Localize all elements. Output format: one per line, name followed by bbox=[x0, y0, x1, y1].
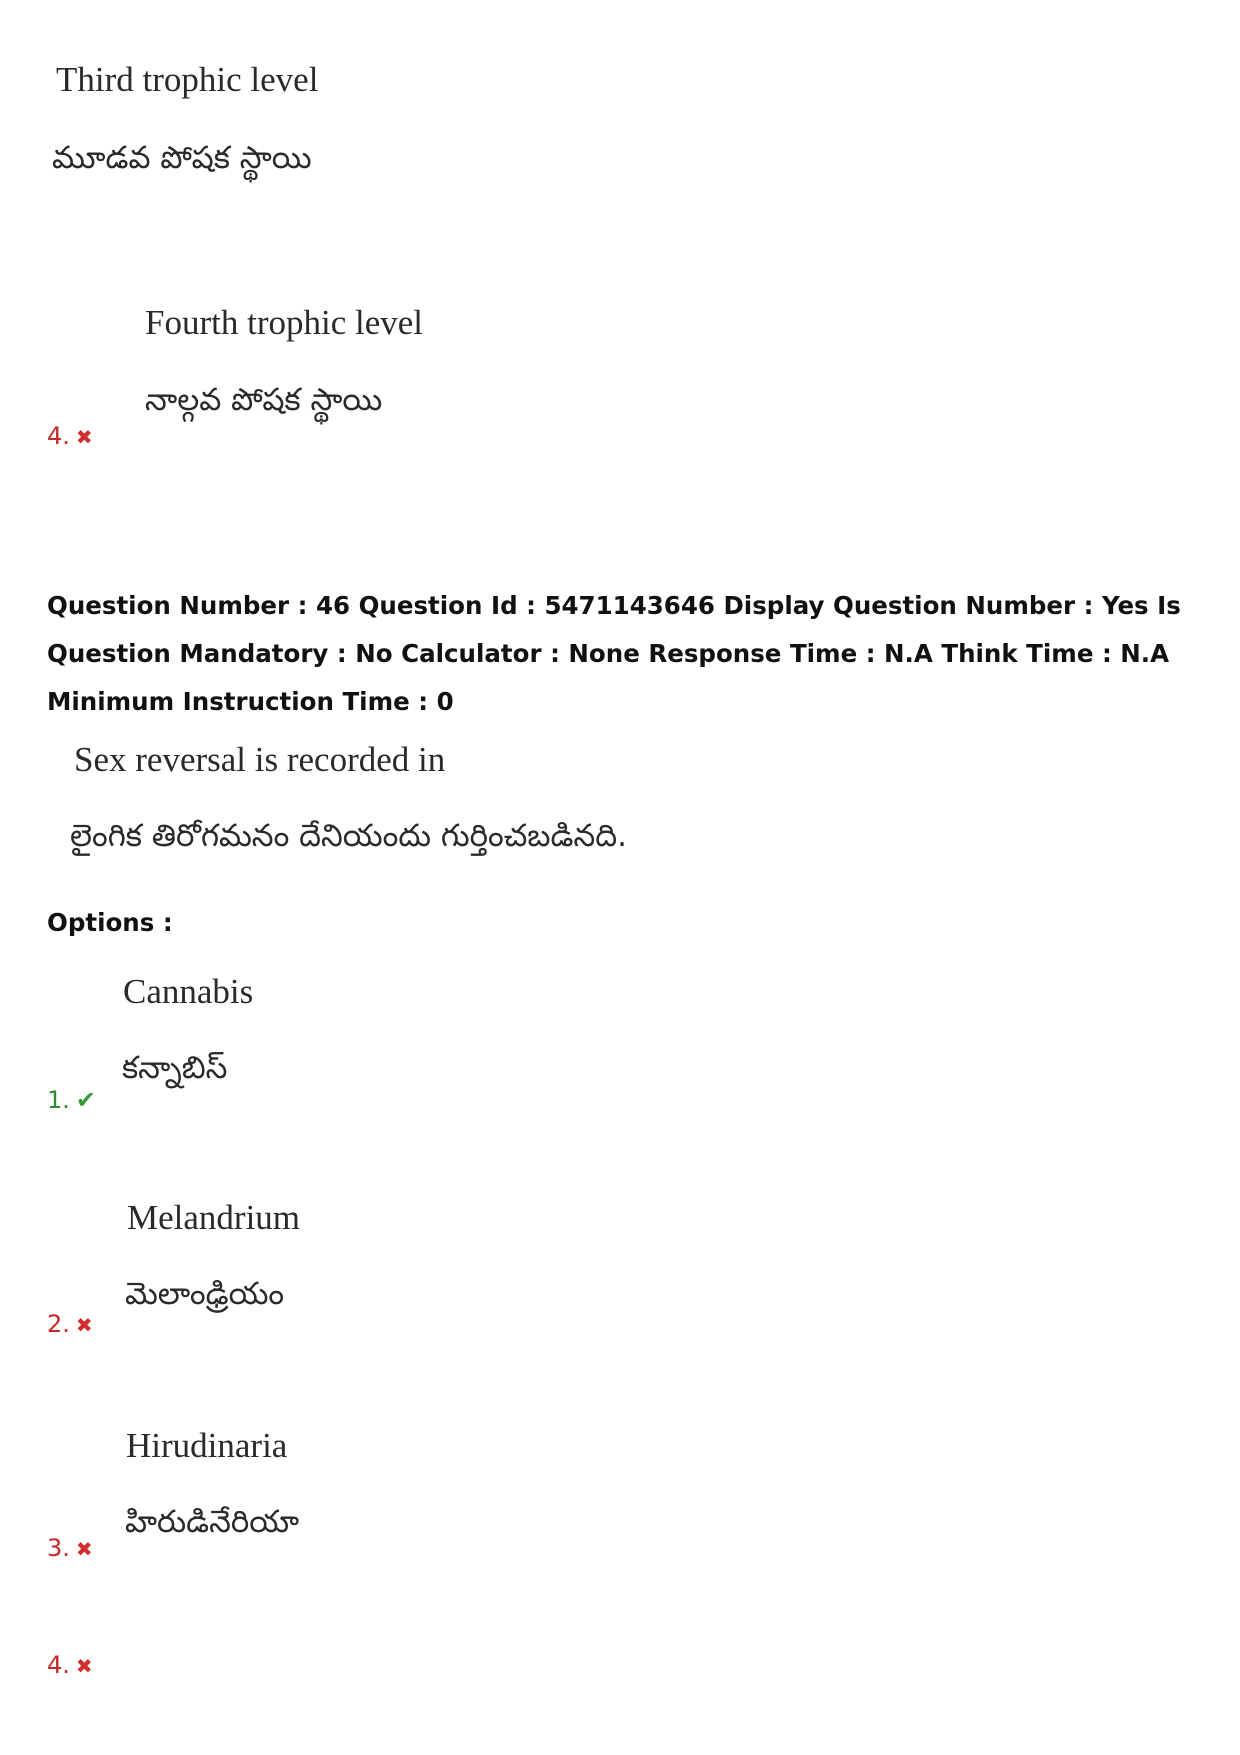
option-number: 4. bbox=[47, 1651, 70, 1679]
prev-option-4-number bbox=[47, 422, 93, 450]
prev-option-4-english: Fourth trophic level bbox=[145, 303, 424, 342]
question-meta: Question Number : 46 Question Id : 5471143646 Display Question Number : Yes Is Question Mandatory : No Calculator : None Response Time : N.A Think Time : N.A Minimum Instruction Time : 0 bbox=[47, 591, 1181, 716]
prev-option-4-telugu: నాల్గవ పోషక స్థాయి bbox=[145, 382, 383, 418]
cross-icon: ✖ bbox=[75, 425, 93, 449]
option-2-english: Melandrium bbox=[127, 1198, 301, 1237]
cross-icon: ✖ bbox=[75, 1313, 93, 1337]
question-english: Sex reversal is recorded in bbox=[74, 740, 446, 779]
option-3-number bbox=[47, 1534, 93, 1562]
option-number: 3. bbox=[47, 1534, 70, 1562]
cross-icon: ✖ bbox=[75, 1537, 93, 1561]
option-2-number bbox=[47, 1310, 93, 1338]
cross-icon: ✖ bbox=[75, 1654, 93, 1678]
prev-option-3-telugu: మూడవ పోషక స్థాయి bbox=[52, 140, 312, 176]
options-label: Options : bbox=[47, 908, 173, 937]
option-3-english: Hirudinaria bbox=[126, 1426, 288, 1465]
option-4-number bbox=[47, 1651, 93, 1679]
prev-option-3-english: Third trophic level bbox=[56, 60, 319, 99]
option-3-telugu: హిరుడినేరియా bbox=[125, 1504, 300, 1540]
question-telugu: లైంగిక తిరోగమనం దేనియందు గుర్తించబడినది. bbox=[70, 818, 627, 854]
option-number: 2. bbox=[47, 1310, 70, 1338]
option-number: 1. bbox=[47, 1086, 70, 1114]
option-2-telugu: మెలాంఢ్రియం bbox=[125, 1276, 285, 1312]
check-icon: ✔ bbox=[75, 1086, 97, 1114]
option-number: 4. bbox=[47, 422, 70, 450]
option-1-telugu: కన్నాబిస్ bbox=[122, 1050, 228, 1086]
option-1-english: Cannabis bbox=[123, 972, 254, 1011]
option-1-number bbox=[47, 1086, 96, 1114]
